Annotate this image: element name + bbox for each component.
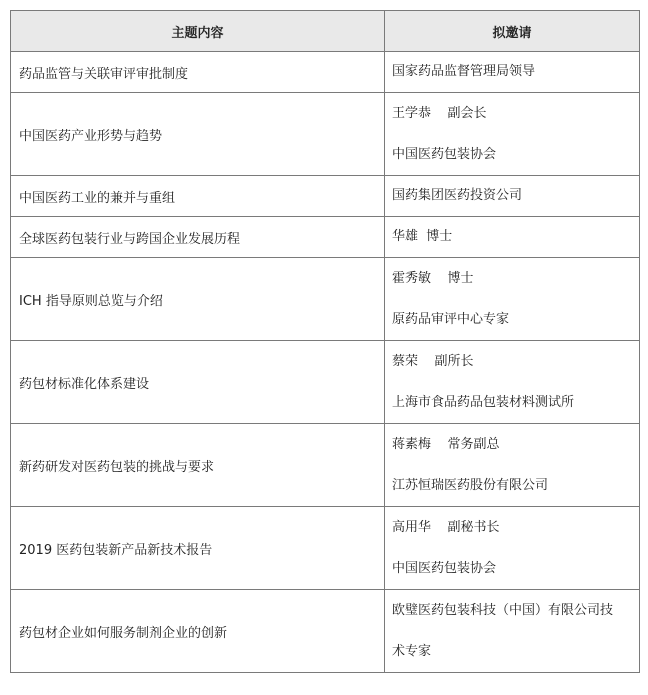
table-row	[11, 258, 640, 341]
topic-cell: 药包材企业如何服务制剂企业的创新	[11, 590, 385, 673]
guest-cell	[385, 217, 640, 258]
guest-cell	[385, 507, 640, 590]
header-guest: 拟邀请	[385, 11, 640, 52]
guest-cell	[385, 590, 640, 673]
guest-organization: 中国医药包装协会	[392, 560, 497, 576]
guest-line: 国药集团医药投资公司	[392, 188, 523, 203]
table-row	[11, 507, 640, 590]
agenda-sheet	[10, 10, 639, 673]
guest-cell	[385, 176, 640, 217]
table-header-row	[11, 11, 640, 52]
table-row	[11, 93, 640, 176]
topic-cell: ICH 指导原则总览与介绍	[11, 258, 385, 341]
guest-line: 国家药品监督管理局领导	[392, 64, 536, 79]
table-row	[11, 341, 640, 424]
topic-cell: 全球医药包装行业与跨国企业发展历程	[11, 217, 385, 258]
guest-organization: 上海市食品药品包装材料测试所	[392, 394, 575, 410]
guest-cell	[385, 258, 640, 341]
table-row	[11, 590, 640, 673]
topic-cell: 中国医药工业的兼并与重组	[11, 176, 385, 217]
guest-cell	[385, 93, 640, 176]
table-row	[11, 424, 640, 507]
header-topic: 主题内容	[11, 11, 385, 52]
guest-organization: 江苏恒瑞医药股份有限公司	[392, 477, 549, 493]
table-row	[11, 52, 640, 93]
guest-cell	[385, 424, 640, 507]
guest-name-title: 高用华 副秘书长	[392, 519, 500, 535]
guest-organization: 中国医药包装协会	[392, 146, 497, 162]
guest-cell	[385, 341, 640, 424]
agenda-table	[10, 10, 640, 673]
guest-organization: 原药品审评中心专家	[392, 311, 510, 327]
guest-name-title: 蒋素梅 常务副总	[392, 436, 500, 452]
topic-cell: 药包材标准化体系建设	[11, 341, 385, 424]
guest-cell	[385, 52, 640, 93]
topic-cell: 中国医药产业形势与趋势	[11, 93, 385, 176]
guest-line: 华雄 博士	[392, 229, 453, 244]
guest-organization: 欧璧医药包装科技（中国）有限公司技	[392, 602, 614, 618]
guest-organization-continued: 术专家	[392, 643, 432, 659]
guest-name-title: 蔡荣 副所长	[392, 353, 474, 369]
guest-name-title: 霍秀敏 博士	[392, 270, 474, 286]
topic-cell: 药品监管与关联审评审批制度	[11, 52, 385, 93]
topic-cell: 新药研发对医药包装的挑战与要求	[11, 424, 385, 507]
guest-name-title: 王学恭 副会长	[392, 105, 487, 121]
topic-cell: 2019 医药包装新产品新技术报告	[11, 507, 385, 590]
table-row	[11, 176, 640, 217]
table-row	[11, 217, 640, 258]
